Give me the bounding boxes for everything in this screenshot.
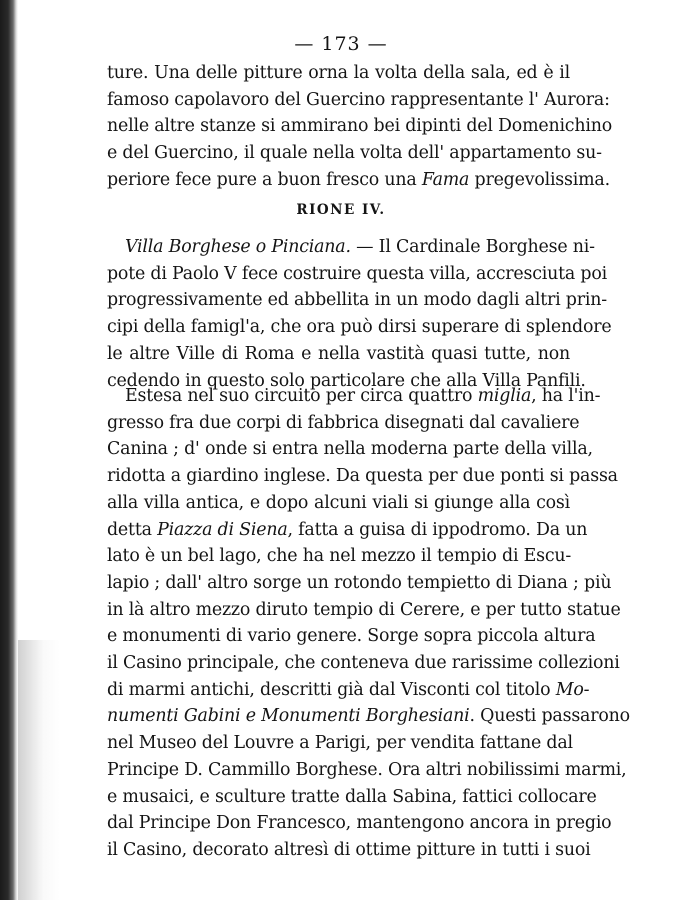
italic-text: miglia: [477, 386, 532, 406]
text-line: progressivamente ed abbellita in un modo dagli altri prin-: [107, 290, 607, 311]
text-line: detta Piazza di Siena, fatta a guisa di ippodromo. Da un: [107, 519, 588, 540]
text-line: famoso capolavoro del Guercino rappresentante l' Aurora:: [107, 89, 610, 110]
text-line: dal Principe Don Francesco, mantengono ancora in pregio: [107, 813, 612, 834]
section-heading: RIONE IV.: [296, 202, 386, 218]
text-line: ture. Una delle pitture orna la volta della sala, ed è il: [107, 63, 570, 83]
text-line: numenti Gabini e Monumenti Borghesiani. Questi passarono: [107, 706, 630, 727]
italic-text: Piazza di Siena: [157, 519, 288, 540]
paragraph-villa-borghese: [107, 234, 612, 394]
text-line: Villa Borghese o Pinciana. — Il Cardinale Borghese ni-: [125, 237, 595, 257]
text-line: e monumenti di vario genere. Sorge sopra piccola altura: [107, 626, 596, 647]
text-line: e musaici, e sculture tratte dalla Sabina, fattici collocare: [107, 786, 597, 807]
text-line: alla villa antica, e dopo alcuni viali si giunge alla così: [107, 492, 570, 513]
text-line: di marmi antichi, descritti già dal Visconti col titolo Mo-: [107, 679, 590, 700]
intro-paragraph: [107, 60, 612, 194]
text-line: Estesa nel suo circuito per circa quattro miglia, ha l'in-: [125, 386, 601, 406]
text-line: il Casino, decorato altresì di ottime pitture in tutti i suoi: [107, 839, 591, 860]
text-line: nelle altre stanze si ammirano bei dipinti del Domenichino: [107, 116, 612, 137]
text-line: Principe D. Cammillo Borghese. Ora altri nobilissimi marmi,: [107, 759, 627, 780]
binding-edge: [0, 0, 18, 900]
italic-text: Villa Borghese o Pinciana.: [125, 237, 351, 257]
text-line: gresso fra due corpi di fabbrica disegnati dal cavaliere: [107, 412, 580, 433]
italic-text: numenti Gabini e Monumenti Borghesiani: [107, 706, 470, 727]
text-line: nel Museo del Louvre a Parigi, per vendita fattane dal: [107, 733, 573, 754]
italic-text: Fama: [421, 169, 470, 190]
page-number: — 173 —: [294, 33, 388, 55]
text-line: Canina ; d' onde si entra nella moderna parte della villa,: [107, 439, 593, 460]
text-line: in là altro mezzo diruto tempio di Cerere, e per tutto statue: [107, 599, 621, 620]
text-line: lato è un bel lago, che ha nel mezzo il tempio di Escu-: [107, 546, 572, 567]
page-smudge: [18, 640, 60, 900]
italic-text: Mo-: [555, 679, 590, 700]
text-line: cedendo in questo solo particolare che alla Villa Panfili.: [107, 370, 586, 391]
text-line: pote di Paolo V fece costruire questa villa, accresciuta poi: [107, 263, 607, 284]
text-line: lapio ; dall' altro sorge un rotondo tempietto di Diana ; più: [107, 572, 612, 593]
text-line: il Casino principale, che conteneva due rarissime collezioni: [107, 653, 620, 674]
text-line: e del Guercino, il quale nella volta dell' appartamento su-: [107, 143, 602, 164]
paragraph-estesa: [107, 383, 630, 864]
text-line: le altre Ville di Roma e nella vastità quasi tutte, non: [107, 343, 570, 364]
text-line: periore fece pure a buon fresco una Fama pregevolissima.: [107, 169, 610, 190]
text-line: ridotta a giardino inglese. Da questa per due ponti si passa: [107, 466, 618, 487]
text-line: cipi della famigl'a, che ora può dirsi superare di splendore: [107, 317, 612, 338]
